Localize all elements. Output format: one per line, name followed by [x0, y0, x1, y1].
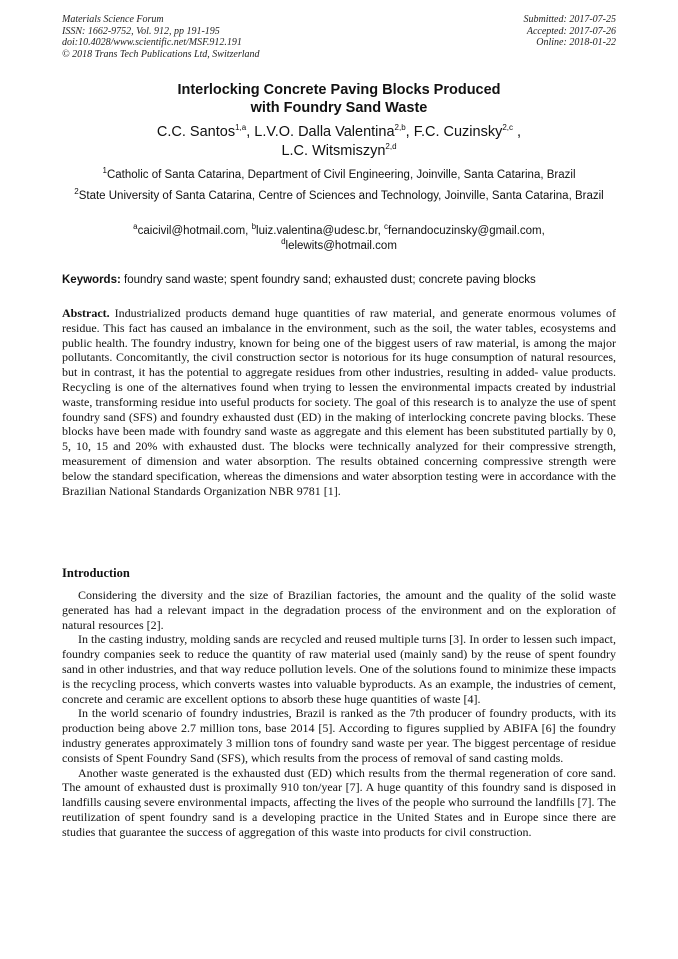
email-a[interactable]: caicivil@hotmail.com	[137, 225, 246, 237]
issn-line: ISSN: 1662-9752, Vol. 912, pp 191-195	[62, 25, 220, 37]
title-line-2: with Foundry Sand Waste	[250, 100, 428, 116]
intro-paragraph-1: Considering the diversity and the size of Brazilian factories, the amount and the quality of the solid waste generated has had a relevant impact in the degradation process of the environment and on the exploration of natural resources [2].	[62, 588, 616, 632]
author-3-sup: 2,c	[502, 123, 514, 133]
journal-header	[62, 14, 260, 60]
author-4-sup: 2,d	[385, 142, 397, 152]
author-4: L.C. Witsmiszyn	[281, 143, 386, 159]
affiliation-2-text: State University of Santa Catarina, Centre of Sciences and Technology, Joinville, Santa Catarina, Brazil	[78, 190, 604, 202]
email-d-sup: d	[281, 237, 286, 247]
email-line-1: $^a$caicivil@hotmail.com, $^b$luiz.valentina@udesc.br, $^c$fernandocuzinsky@gmail.com,	[133, 222, 545, 237]
intro-paragraph-3: In the world scenario of foundry industries, Brazil is ranked as the 7th producer of foundry products, with its production being above 2.7 million tons, base 2014 [5]. According to figures supplied by ABIFA [6] the foundry industry generates approximately 3 million tons of foundry sand waste per year. The biggest percentage of residue consists of Spent Foundry Sand (SFS), which results from the process of removal of sand casting molds.	[62, 706, 616, 765]
affiliation-1-num: 1	[102, 166, 107, 176]
email-b[interactable]: luiz.valentina@udesc.br	[256, 225, 378, 237]
keywords-label: Keywords:	[62, 274, 121, 286]
email-b-sup: b	[251, 222, 257, 232]
introduction-body	[62, 588, 616, 840]
journal-name: Materials Science Forum	[62, 14, 164, 25]
abstract	[62, 306, 616, 498]
email-d[interactable]: lelewits@hotmail.com	[285, 240, 397, 252]
author-1: C.C. Santos	[156, 124, 236, 140]
intro-paragraph-2: In the casting industry, molding sands are recycled and reused multiple turns [3]. In order to lessen such impact, foundry companies seek to reduce the quantity of raw material used (mainly sand) by the reuse of spent foundry sand in other industries, and that way reduce pollution levels. One of the solutions found to minimize these impacts is the recycling process, which converts wastes into valuable byproducts. As an example, the industries of cement, concrete and ceramic are excellent options to absorb these huge quantities of waste [4].	[62, 632, 616, 706]
email-line-2	[62, 239, 616, 254]
keywords	[62, 273, 616, 288]
submitted-date: Submitted: 2017-07-25	[523, 14, 616, 25]
email-a-sup: a	[133, 222, 138, 232]
title-line-1: Interlocking Concrete Paving Blocks Produced	[177, 82, 501, 98]
author-1-sup: 1,a	[235, 123, 247, 133]
affiliation-2	[62, 189, 616, 204]
abstract-label: Abstract.	[62, 306, 110, 320]
accepted-date: Accepted: 2017-07-26	[526, 25, 616, 37]
email-list	[62, 224, 616, 254]
introduction-heading: Introduction	[62, 566, 130, 580]
author-line-1: C.C. Santos$^{1,a}$, L.V.O. Dalla Valentina$^{2,b}$, F.C. Cuzinsky$^{2,c}$ ,	[156, 123, 522, 140]
copyright-line: © 2018 Trans Tech Publications Ltd, Switzerland	[62, 48, 260, 60]
intro-paragraph-4: Another waste generated is the exhausted dust (ED) which results from the thermal regeneration of core sand. The amount of exhausted dust is proximally 910 ton/year [7]. A huge quantity of this foundry sand is disposed in landfills causing severe environmental impacts, affecting the lives of the people who surround the landfills [7]. The reutilization of spent foundry sand is a developing practice in the United States and in Europe since there are studies that guarantee the success of aggregation of this waste into products for civil construction.	[62, 765, 616, 839]
abstract-text: Industrialized products demand huge quantities of raw material, and generate enormous volumes of residue. This fact has caused an imbalance in the environment, such as the soil, the water tables, ecosystems and public health. The foundry industry, known for being one of the biggest users of raw material, is among the major pollutants. Concomitantly, the civil construction sector is notorious for its huge consumption of natural resources, but in contrast, it has the potential to aggregate residues from other industries, resulting in added- value products. Recycling is one of the alternatives found when trying to lessen the environmental impacts created by industrial waste, transforming residue into useful products for society. The goal of this research is to analyze the use of spent foundry sand (SFS) and foundry exhausted dust (ED) in the making of interlocking concrete paving blocks. These blocks have been made with foundry sand waste as aggregate and this element has been substituted partially by 0, 5, 10, 15 and 20% with exhausted dust. The blocks were technically analyzed for their compressive strength, measurement of dimension and water absorption. The results obtained concerning compressive strength were below the standard specification, whereas the dimensions and water absorption testing were in accordance with the Brazilian National Standards Organization NBR 9781 [1].	[62, 306, 617, 498]
author-line-2	[62, 142, 616, 161]
email-c-sup: c	[384, 222, 389, 232]
keywords-text: foundry sand waste; spent foundry sand; exhausted dust; concrete paving blocks	[124, 274, 536, 286]
doi-line: doi:10.4028/www.scientific.net/MSF.912.191	[62, 37, 242, 48]
affiliation-1	[62, 168, 616, 183]
author-3: F.C. Cuzinsky	[413, 124, 503, 140]
paper-title	[62, 81, 616, 117]
online-date: Online: 2018-01-22	[536, 37, 616, 48]
author-list	[62, 123, 616, 161]
affiliation-2-num: 2	[74, 187, 79, 197]
author-2-sup: 2,b	[394, 123, 406, 133]
author-2: L.V.O. Dalla Valentina	[254, 124, 395, 140]
email-c[interactable]: fernandocuzinsky@gmail.com	[388, 225, 542, 237]
affiliation-1-text: Catholic of Santa Catarina, Department of Civil Engineering, Joinville, Santa Catarina, Brazil	[106, 169, 576, 181]
dates-header	[524, 14, 617, 49]
